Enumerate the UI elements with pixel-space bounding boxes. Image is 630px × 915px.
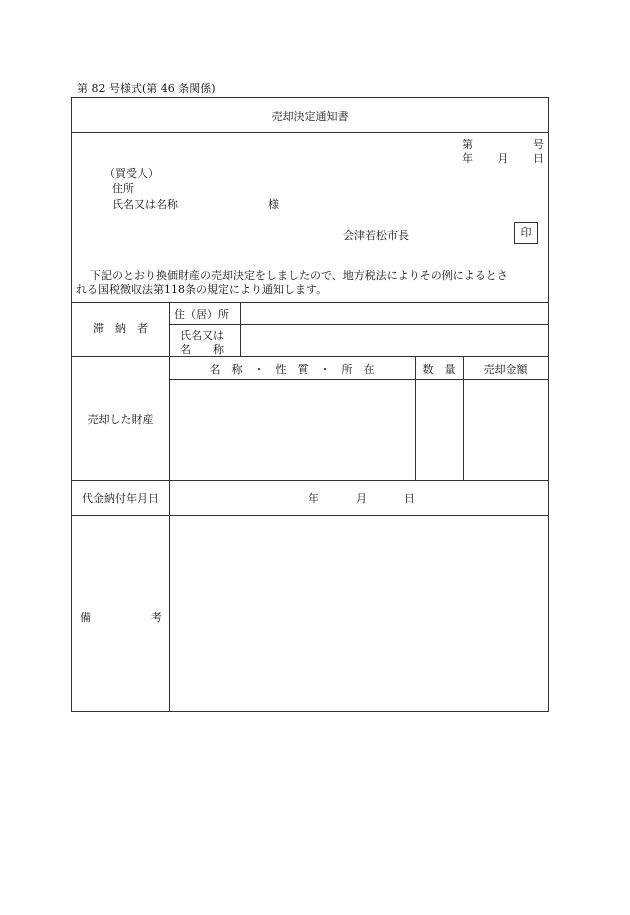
- payment-label-divider: [169, 480, 170, 515]
- payment-day: 日: [404, 492, 415, 505]
- seal-mark: 印: [514, 222, 538, 244]
- property-divider: [72, 480, 548, 481]
- payment-month: 月: [356, 492, 367, 505]
- buyer-honorific: 様: [268, 198, 279, 211]
- property-qty-divider: [415, 356, 416, 480]
- notice-body-line-1: 下記のとおり換価財産の売却決定をしましたので、地方税法によりその例によるとさ: [90, 269, 508, 282]
- property-amount-divider: [463, 356, 464, 480]
- delinquent-label: 滞 納 者: [93, 322, 148, 335]
- form-number: 第 82 号様式(第 46 条関係): [77, 82, 216, 95]
- header-divider: [72, 302, 548, 303]
- remarks-label-left: 備: [80, 611, 91, 624]
- buyer-address-label: 住所: [112, 182, 134, 195]
- delinquent-name-label-2: 名 称: [180, 343, 224, 356]
- issue-date-line: [462, 150, 544, 166]
- property-col-amount: 売却金額: [483, 363, 528, 376]
- delinquent-divider: [72, 356, 548, 357]
- delinquent-label-divider: [169, 302, 170, 356]
- delinquent-name-label-1: 氏名又は: [180, 329, 224, 342]
- payment-year: 年: [308, 492, 319, 505]
- delinquent-address-divider: [169, 324, 548, 325]
- remarks-label: [80, 609, 162, 625]
- property-col-qty: 数 量: [422, 363, 456, 376]
- property-label: 売却した財産: [87, 413, 154, 426]
- payment-divider: [72, 515, 548, 516]
- delinquent-address-label: 住（居）所: [174, 308, 229, 321]
- number-dai: 第: [462, 138, 473, 151]
- buyer-name-label: 氏名又は名称: [112, 198, 178, 211]
- title-divider: [72, 132, 548, 133]
- property-header-divider: [169, 379, 548, 380]
- issuer-name: 会津若松市長: [343, 229, 409, 242]
- delinquent-value-divider: [240, 302, 241, 356]
- remarks-label-right: 考: [151, 611, 162, 624]
- buyer-heading: （買受人）: [104, 167, 159, 180]
- number-go: 号: [533, 138, 544, 151]
- issue-month: 月: [497, 152, 509, 165]
- form-title: 売却決定通知書: [271, 110, 349, 123]
- issue-day: 日: [533, 152, 544, 165]
- issue-year: 年: [462, 152, 473, 165]
- notice-form: [71, 97, 549, 712]
- notice-body: [76, 269, 546, 297]
- remarks-label-divider: [169, 515, 170, 711]
- notice-body-line-2: れる国税徴収法第118条の規定により通知します。: [76, 283, 328, 296]
- payment-date-label: 代金納付年月日: [82, 492, 159, 505]
- property-col-name: 名 称 ・ 性 質 ・ 所 在: [209, 363, 375, 376]
